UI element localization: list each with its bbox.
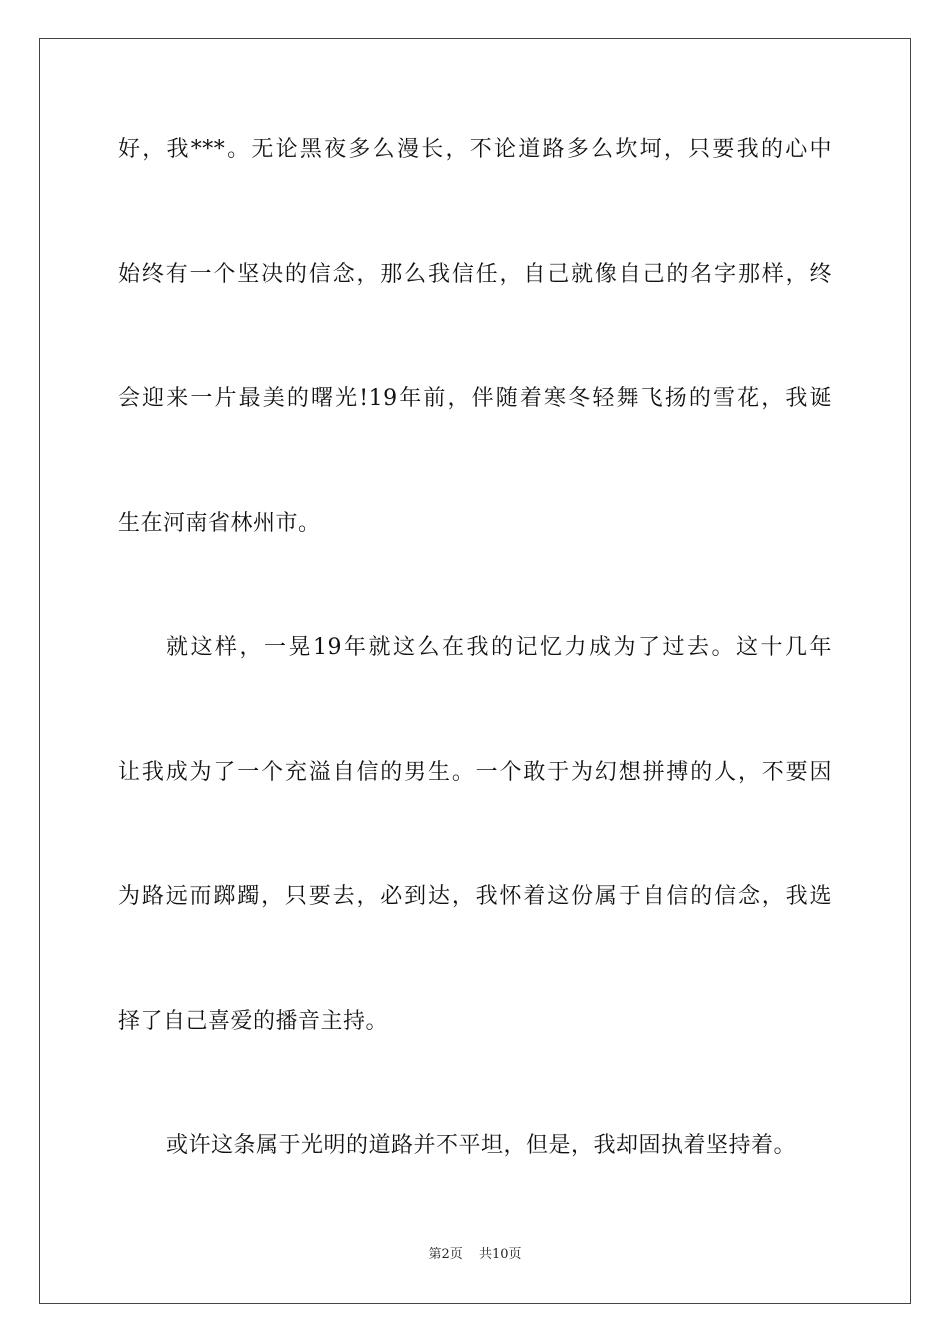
document-body: [118, 124, 832, 1245]
text-line: 始终有一个坚决的信念，那么我信任，自己就像自己的名字那样，终: [118, 261, 832, 287]
text-line: 好，我***。无论黑夜多么漫长，不论道路多么坎坷，只要我的心中: [118, 137, 832, 162]
text-line: 生在河南省林州市。: [118, 510, 321, 536]
text-line: 就这样，一晃19年就这么在我的记忆力成为了过去。这十几年: [166, 635, 832, 660]
page-footer: [0, 1243, 950, 1262]
text-line: 为路远而踯躅，只要去，必到达，我怀着这份属于自信的信念，我选: [118, 884, 832, 909]
text-line: 会迎来一片最美的曙光!19年前，伴随着寒冬轻舞飞扬的雪花，我诞: [118, 386, 832, 411]
total-pages: 共10页: [478, 1247, 522, 1262]
page-number: 第2页: [428, 1247, 463, 1262]
text-line: 让我成为了一个充溢自信的男生。一个敢于为幻想拼搏的人，不要因: [118, 759, 832, 785]
text-line: 择了自己喜爱的播音主持。: [118, 1008, 389, 1034]
text-line: 或许这条属于光明的道路并不平坦，但是，我却固执着坚持着。: [166, 1133, 797, 1158]
